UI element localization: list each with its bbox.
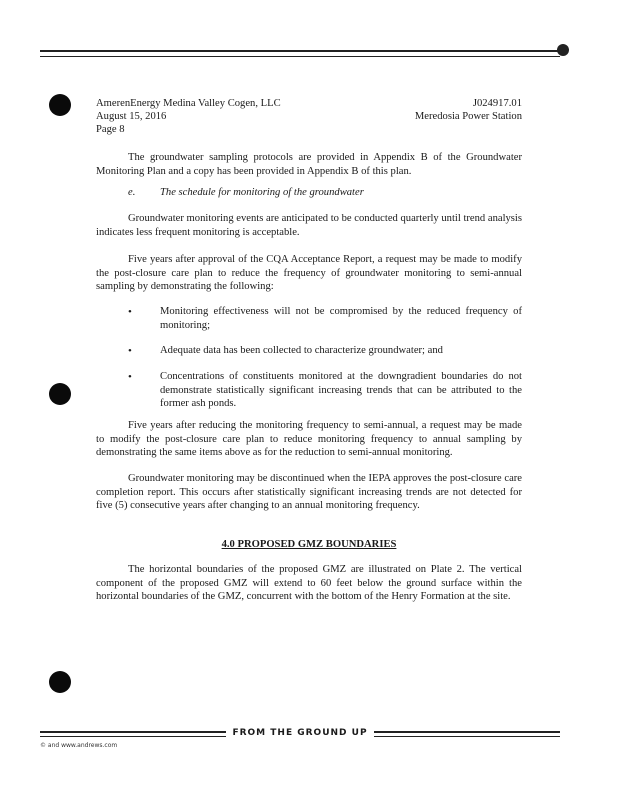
paragraph-sampling-protocols: The groundwater sampling protocols are provided in Appendix B of the Groundwater Monitoring Plan and a copy has been provided in Appendix B of this plan. xyxy=(96,152,522,177)
bullet-icon: • xyxy=(128,345,132,357)
project-number: J024917.01 xyxy=(472,98,522,109)
footer xyxy=(40,728,560,740)
header-left xyxy=(96,97,281,136)
company-logo-icon xyxy=(557,44,569,56)
bullet-icon: • xyxy=(128,371,132,383)
bullet-icon: • xyxy=(128,306,132,318)
header-rule xyxy=(40,50,560,57)
paragraph-five-years: Five years after approval of the CQA Acceptance Report, a request may be made to modify the post-closure care plan to reduce the frequency of groundwater monitoring to semi-annual sampling by demonstrating the following: xyxy=(96,254,522,293)
footer-rule-right xyxy=(374,731,560,737)
paragraph-discontinued: Groundwater monitoring may be discontinued when the IEPA approves the post-closure care completion report. This occurs after statistically significant increasing trends are not detected for five (5) consecutive years after changing to an annual monitoring frequency. xyxy=(96,473,522,512)
company-name: AmerenEnergy Medina Valley Cogen, LLC xyxy=(96,98,281,109)
page-number: Page 8 xyxy=(96,124,125,135)
station-name: Meredosia Power Station xyxy=(414,111,522,122)
punch-hole-icon xyxy=(49,383,71,405)
paragraph-semi-annual: Five years after reducing the monitoring frequency to semi-annual, a request may be made to modify the post-closure care plan to reduce monitoring frequency to annual sampling by demonstrating the same items above as for the reduction to semi-annual monitoring. xyxy=(96,420,522,459)
item-e-heading xyxy=(128,186,364,200)
document-date: August 15, 2016 xyxy=(96,111,167,122)
footer-rule-left xyxy=(40,731,226,737)
bullet-item: Concentrations of constituents monitored at the downgradient boundaries do not demonstrate statistically significant increasing trends that can be attributed to the former ash ponds. xyxy=(160,371,522,410)
footer-mark: © and www.andrews.com xyxy=(40,742,118,749)
punch-hole-icon xyxy=(49,94,71,116)
footer-slogan: FROM THE GROUND UP xyxy=(232,728,368,739)
bullet-item: Monitoring effectiveness will not be compromised by the reduced frequency of monitoring; xyxy=(160,306,522,331)
item-e-letter: e. xyxy=(128,187,136,198)
punch-hole-icon xyxy=(49,671,71,693)
paragraph-gmz-boundaries: The horizontal boundaries of the proposed GMZ are illustrated on Plate 2. The vertical component of the proposed GMZ will extend to 60 feet below the ground surface within the horizontal boundaries of the GMZ, concurrent with the bottom of the Henry Formation at the site. xyxy=(96,564,522,603)
header-right xyxy=(415,97,522,123)
paragraph-monitoring-events: Groundwater monitoring events are anticipated to be conducted quarterly until trend analysis indicates less frequent monitoring is acceptable. xyxy=(96,213,522,238)
bullet-item: Adequate data has been collected to characterize groundwater; and xyxy=(160,345,443,356)
item-e-title: The schedule for monitoring of the groundwater xyxy=(160,187,364,198)
section-title: 4.0 PROPOSED GMZ BOUNDARIES xyxy=(221,539,397,550)
